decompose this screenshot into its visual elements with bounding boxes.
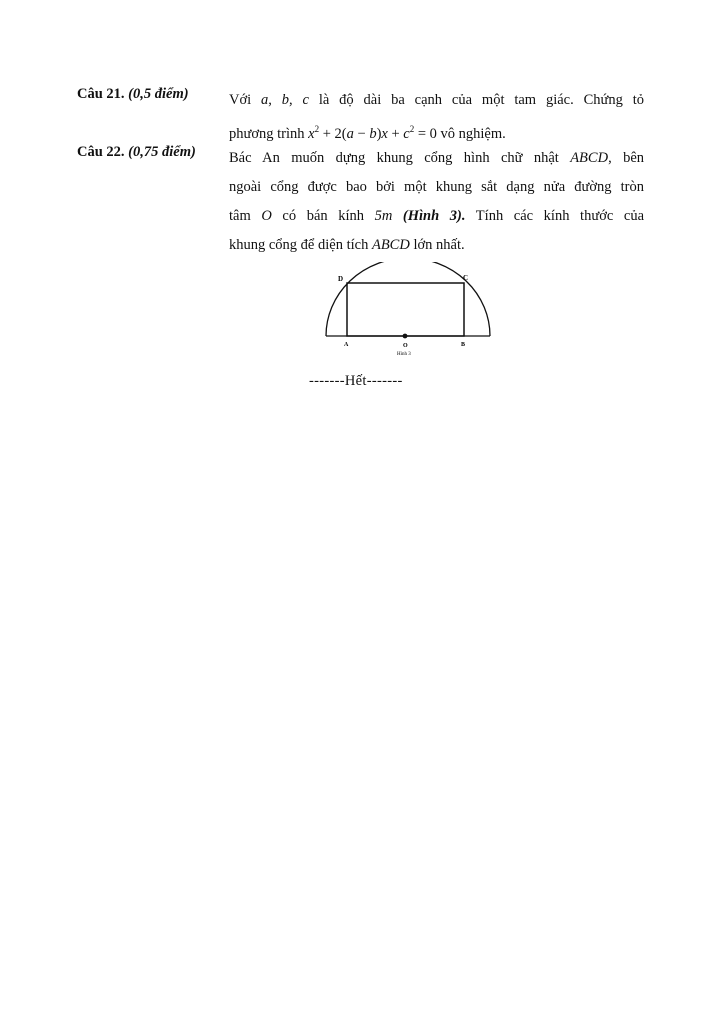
question-22-line-1: Bác An muốn dựng khung cổng hình chữ nhật ABCD, bên: [229, 150, 644, 166]
figure-semicircle-gate: [318, 262, 498, 360]
question-21-label: [77, 86, 189, 103]
question-22-line-4: khung cổng để diện tích ABCD lớn nhất.: [229, 237, 465, 253]
end-marker: -------Hết-------: [309, 373, 403, 389]
question-21-points: (0,5 điểm): [128, 86, 189, 102]
question-22-line-2: ngoài cổng được bao bởi một khung sắt dạng nửa đường tròn: [229, 179, 644, 195]
label-b: B: [461, 342, 466, 348]
rectangle-abcd: [347, 283, 464, 336]
equation: $x^2 + 2(a - b)x + c^2 = 0$: [308, 124, 437, 142]
question-21-line-2: phương trình $x^2 + 2(a - b)x + c^2 = 0$ vô nghiệm.: [229, 124, 506, 142]
question-21-line-1: Với a, b, c là độ dài ba cạnh của một tam giác. Chứng tỏ: [229, 92, 645, 108]
label-a: A: [344, 342, 349, 348]
question-22-line-3: tâm O có bán kính 5m (Hình 3). Tính các kính thước của: [229, 208, 645, 224]
question-22-text: [229, 144, 644, 260]
question-22-points: (0,75 điểm): [128, 144, 196, 160]
question-22-number: Câu 22.: [77, 144, 125, 160]
label-c: C: [463, 274, 469, 282]
label-d: D: [338, 275, 344, 283]
question-21-number: Câu 21.: [77, 86, 125, 102]
figure-caption: Hình 3: [397, 352, 411, 357]
center-point: [403, 334, 408, 339]
question-22-label: [77, 144, 196, 161]
question-21-text: [229, 86, 644, 149]
label-o: O: [403, 343, 408, 349]
